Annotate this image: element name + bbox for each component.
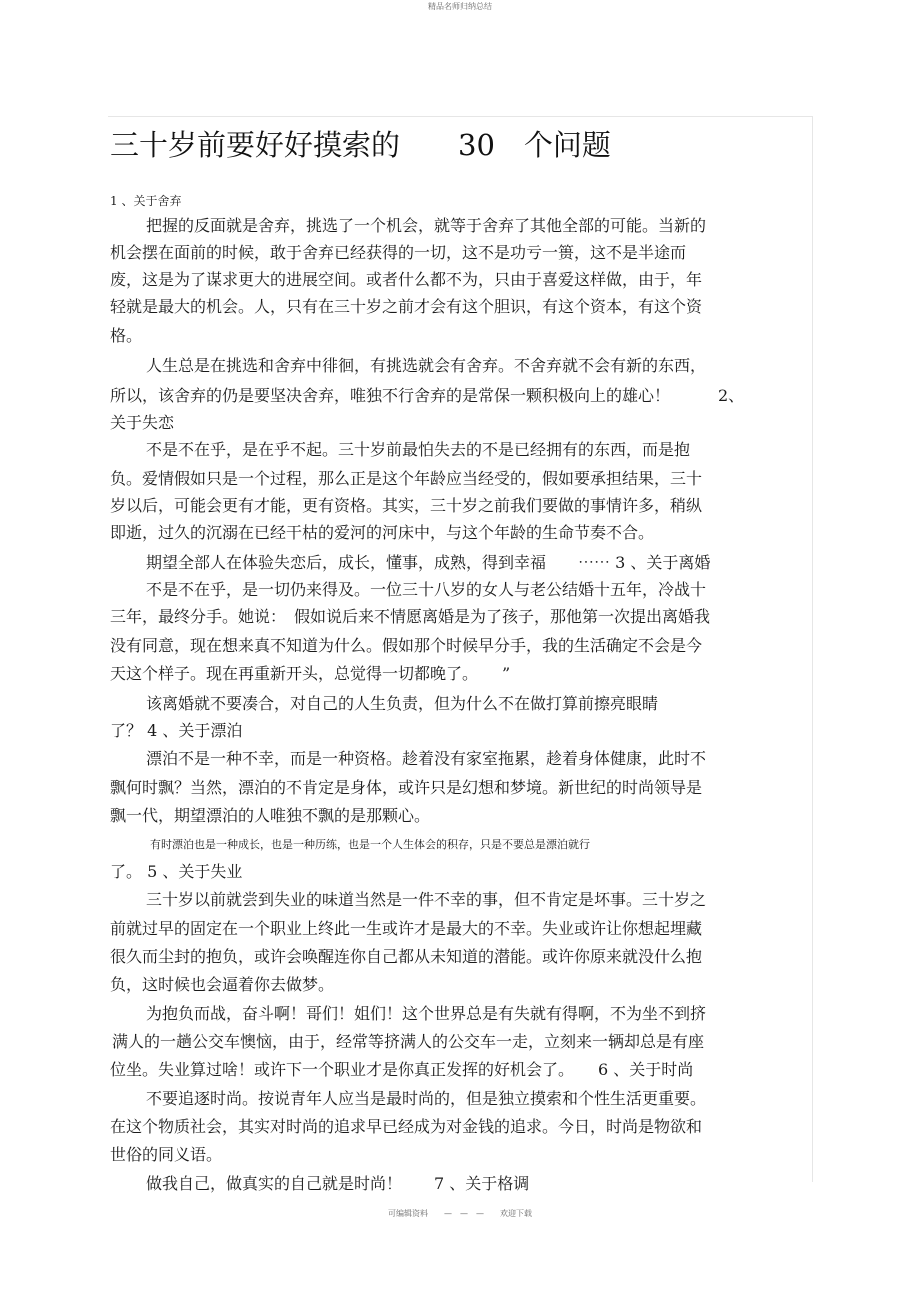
paragraph-line: 没有同意，现在想来真不知道为什么。假如那个时候早分手，我的生活确定不会是今: [110, 636, 703, 655]
page-footer-label: 可编辑资料 — — — 欢迎下载: [388, 1209, 532, 1218]
paragraph-line: 世俗的同义语。: [110, 1145, 223, 1164]
paragraph-line: 飘一代，期望漂泊的人唯独不飘的是那颗心。: [110, 806, 431, 825]
document-title: 三十岁前要好好摸索的 30 个问题: [110, 128, 611, 162]
paragraph-line: 位坐。失业算过啥！或许下一个职业才是你真正发挥的好机会了。 6 、关于时尚: [110, 1060, 694, 1079]
paragraph-line: 三年，最终分手。她说： 假如说后来不情愿离婚是为了孩子，那他第一次提出离婚我: [110, 607, 711, 626]
section-heading: 了。 5 、关于失业: [110, 862, 243, 881]
paragraph-line: 不要追逐时尚。按说青年人应当是最时尚的，但是独立摸索和个性生活更重要。: [146, 1089, 707, 1108]
section-heading: 1 、关于舍弃: [110, 194, 182, 208]
paragraph-line: 即逝，过久的沉溺在已经干枯的爱河的河床中，与这个年龄的生命节奏不合。: [110, 523, 655, 542]
page-header-label: 精品名师归纳总结: [428, 2, 492, 11]
paragraph-line: 期望全部人在体验失恋后，成长，懂事，成熟，得到幸福 ⋯⋯ 3 、关于离婚: [146, 553, 711, 572]
paragraph-line: 人生总是在挑选和舍弃中徘徊，有挑选就会有舍弃。不舍弃就不会有新的东西，: [146, 356, 707, 375]
paragraph-line: 不是不在乎，是一切仍来得及。一位三十八岁的女人与老公结婚十五年，冷战十: [146, 580, 707, 599]
paragraph-line: 前就过早的固定在一个职业上终此一生或许才是最大的不幸。失业或许让你想起埋藏: [110, 919, 703, 938]
section-heading: 关于失恋: [110, 413, 175, 432]
paragraph-line: 不是不在乎，是在乎不起。三十岁前最怕失去的不是已经拥有的东西，而是抱: [146, 440, 691, 459]
paragraph-line: 满人的一趟公交车懊恼，由于，经常等挤满人的公交车一走，立刻来一辆却总是有座: [112, 1032, 705, 1051]
paragraph-line: 该离婚就不要凑合，对自己的人生负责，但为什么不在做打算前擦亮眼睛: [146, 694, 659, 713]
page-frame-right-border: [812, 116, 813, 1182]
paragraph-line: 漂泊不是一种不幸，而是一种资格。趁着没有家室拖累，趁着身体健康，此时不: [146, 749, 707, 768]
page-frame-top-border: [108, 116, 812, 117]
paragraph-line: 机会摆在面前的时候，敢于舍弃已经获得的一切，这不是功亏一篑，这不是半途而: [110, 243, 687, 262]
paragraph-line: 很久而尘封的抱负，或许会唤醒连你自己都从未知道的潜能。或许你原来就没什么抱: [110, 947, 703, 966]
paragraph-line-small: 有时漂泊也是一种成长，也是一种历练，也是一个人生体会的积存，只是不要总是漂泊就行: [150, 838, 590, 851]
paragraph-line: 飘何时飘？当然，漂泊的不肯定是身体，或许只是幻想和梦境。新世纪的时尚领导是: [110, 778, 703, 797]
paragraph-line: 为抱负而战，奋斗啊！哥们！姐们！这个世界总是有失就有得啊，不为坐不到挤: [146, 1004, 707, 1023]
paragraph-line: 把握的反面就是舍弃，挑选了一个机会，就等于舍弃了其他全部的可能。当新的: [146, 216, 707, 235]
paragraph-line: 三十岁以前就尝到失业的味道当然是一件不幸的事，但不肯定是坏事。三十岁之: [146, 890, 707, 909]
paragraph-line: 做我自己，做真实的自己就是时尚！ 7 、关于格调: [146, 1174, 530, 1193]
paragraph-line: 天这个样子。现在再重新开头，总觉得一切都晚了。 ”: [110, 664, 511, 683]
paragraph-line: 负，这时候也会逼着你去做梦。: [110, 975, 335, 994]
paragraph-line: 岁以后，可能会更有才能，更有资格。其实，三十岁之前我们要做的事情许多，稍纵: [110, 496, 703, 515]
paragraph-line: 所以，该舍弃的仍是要坚决舍弃，唯独不行舍弃的是常保一颗积极向上的雄心！ 2、: [110, 386, 745, 405]
paragraph-line: 轻就是最大的机会。人，只有在三十岁之前才会有这个胆识，有这个资本，有这个资: [110, 297, 703, 316]
paragraph-line: 负。爱情假如只是一个过程，那么正是这个年龄应当经受的，假如要承担结果，三十: [110, 469, 703, 488]
paragraph-line: 废，这是为了谋求更大的进展空间。或者什么都不为，只由于喜爱这样做，由于，年: [110, 270, 703, 289]
section-heading: 了？ 4 、关于漂泊: [110, 721, 243, 740]
paragraph-line: 在这个物质社会，其实对时尚的追求早已经成为对金钱的追求。今日，时尚是物欲和: [110, 1117, 703, 1136]
paragraph-line: 格。: [110, 326, 143, 345]
